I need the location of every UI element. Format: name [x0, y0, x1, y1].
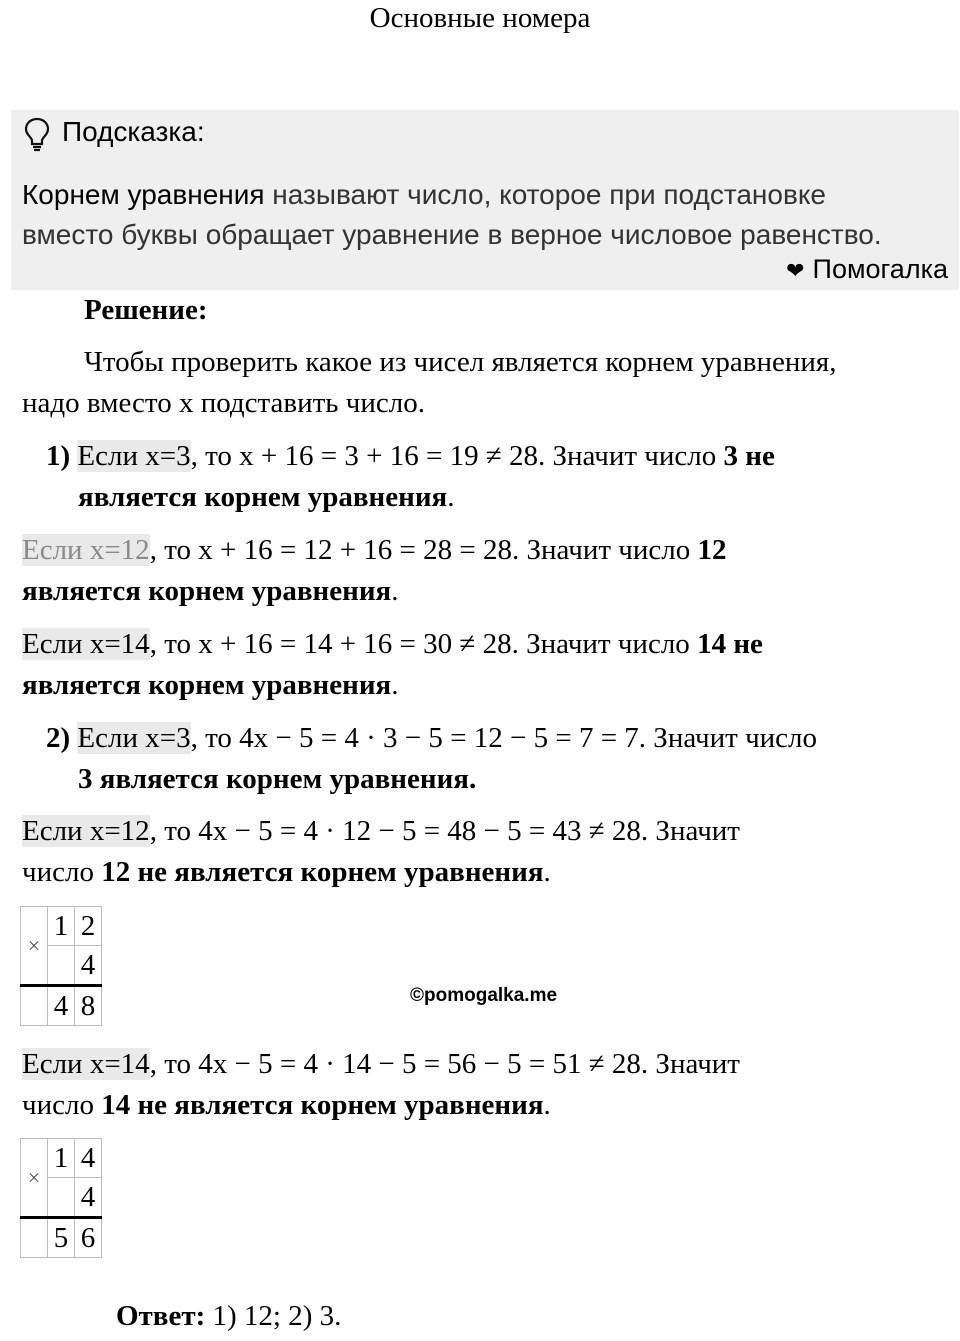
- item-2c-line1: [22, 1044, 740, 1085]
- item-2-line1: [46, 718, 817, 759]
- brand-label: Помогалка: [812, 254, 948, 284]
- hint-line2: вместо буквы обращает уравнение в верное числовое равенство.: [22, 219, 882, 250]
- brand-link[interactable]: [786, 254, 948, 285]
- lightbulb-icon: [22, 116, 52, 157]
- heart-icon: ❤: [786, 258, 805, 283]
- expression: , то x + 16 = 3 + 16 = 19 ≠ 28. Значит число: [190, 440, 724, 472]
- item-2c-line2: число 14 не является корнем уравнения.: [22, 1089, 551, 1121]
- item-1b-line1: Если x=12, то x + 16 = 12 + 16 = 28 = 28. Значит число 12: [22, 534, 727, 566]
- item-2b-line2: число 12 не является корнем уравнения.: [22, 856, 551, 888]
- item-2-line2: 3 является корнем уравнения.: [78, 763, 477, 795]
- hint-text: [22, 175, 882, 255]
- hint-title: Подсказка:: [62, 116, 205, 147]
- item-1-line1: 1) Если x=3, то x + 16 = 3 + 16 = 19 ≠ 28. Значит число 3 не: [46, 440, 775, 472]
- solution-heading: Решение:: [84, 294, 208, 326]
- intro-line1: Чтобы проверить какое из чисел является корнем уравнения,: [84, 346, 837, 378]
- hint-term: Корнем уравнения: [22, 179, 265, 210]
- item-1c-line2: является корнем уравнения.: [22, 669, 399, 701]
- item-2b-line1: [22, 811, 740, 852]
- page-header: Основные номера: [369, 2, 591, 34]
- item-number-1: 1): [46, 440, 71, 472]
- item-1c-line1: Если x=14, то x + 16 = 14 + 16 = 30 ≠ 28. Значит число 14 не: [22, 628, 763, 660]
- item-number-2: 2): [46, 722, 71, 754]
- expression: , то x + 16 = 14 + 16 = 30 ≠ 28. Значит число: [149, 628, 698, 660]
- multiplication-12x4: × 1 2 4 4 8: [20, 906, 102, 1026]
- hint-line1: называют число, которое при подстановке: [264, 179, 826, 210]
- condition: Если x=12: [22, 534, 150, 566]
- item-1-line2: является корнем уравнения.: [78, 481, 455, 513]
- expression: , то 4x − 5 = 4 · 3 − 5 = 12 − 5 = 7 = 7. Значит число: [190, 722, 818, 754]
- answer-label: Ответ:: [116, 1300, 206, 1332]
- condition: Если x=12: [22, 815, 150, 847]
- condition: Если x=14: [22, 1048, 150, 1080]
- condition: Если x=3: [77, 722, 191, 754]
- item-1b-line2: является корнем уравнения.: [22, 575, 399, 607]
- expression: , то x + 16 = 12 + 16 = 28 = 28. Значит число: [149, 534, 698, 566]
- watermark: ©pomogalka.me: [410, 985, 558, 1006]
- multiplication-14x4: × 1 4 4 5 6: [20, 1138, 102, 1258]
- intro-line2: надо вместо x подставить число.: [22, 387, 425, 419]
- expression: , то 4x − 5 = 4 · 14 − 5 = 56 − 5 = 51 ≠ 28. Значит: [149, 1048, 740, 1080]
- multiply-sign: ×: [21, 907, 48, 986]
- condition: Если x=3: [77, 440, 191, 472]
- multiply-sign: ×: [21, 1139, 48, 1218]
- expression: , то 4x − 5 = 4 · 12 − 5 = 48 − 5 = 43 ≠ 28. Значит: [149, 815, 740, 847]
- answer-value: 1) 12; 2) 3.: [205, 1300, 342, 1332]
- answer: [116, 1296, 341, 1337]
- condition: Если x=14: [22, 628, 150, 660]
